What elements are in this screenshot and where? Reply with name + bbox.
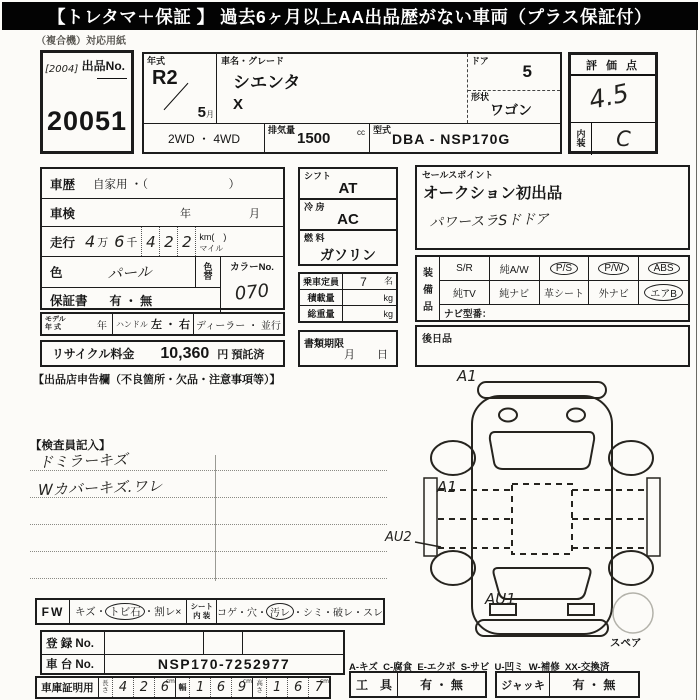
fw-label: FW (37, 600, 70, 623)
gross-unit: kg (383, 309, 393, 319)
fw-options-post: ・割レ× (143, 606, 182, 618)
chassis-number: NSP170-7252977 (157, 656, 291, 672)
model-label-1: モデル (45, 315, 66, 323)
color-value: パール (105, 261, 152, 284)
damage-mark-left2: AU2 (385, 530, 412, 545)
capacity-table (298, 272, 398, 323)
interior-grade: C (616, 127, 631, 151)
color-label: 色 (50, 266, 63, 280)
model-code-label: 型式 (373, 125, 392, 135)
declaration-label: 【出品店申告欄（不良箇所・欠品・注意事項等）】 (33, 374, 281, 386)
month-value: 5 (197, 104, 206, 121)
mileage-unit-mile: マイル (199, 243, 224, 253)
month-unit: 月 (206, 110, 214, 119)
mileage-d2: 2 (160, 227, 178, 256)
seat-interior-label: シート 内 装 (186, 600, 217, 623)
registration-cell-1 (105, 632, 204, 654)
handle-label: ハンドル (115, 319, 148, 329)
length-d3: 6 cm (155, 678, 176, 697)
registration-cell-3 (243, 632, 343, 654)
mileage-sen: 6 (114, 232, 125, 251)
history-label: 車歴 (50, 177, 76, 192)
docs-day: 日 (377, 349, 388, 361)
fuel-label: 燃 料 (304, 233, 325, 243)
shaken-month-unit: 月 (249, 207, 261, 220)
reg-chassis-box (40, 630, 345, 675)
score-value: 4.5 (586, 78, 632, 115)
displacement-cell (265, 124, 370, 153)
equip-aw: 純A/W (499, 265, 529, 276)
recycle-unit: 円 預託済 (217, 348, 265, 361)
mileage-d3: 2 (178, 227, 196, 256)
sales-point-box (415, 165, 690, 250)
shape-value: ワゴン (490, 102, 532, 118)
door-label: ドア (471, 56, 489, 66)
auction-lot-stamp: [2004] (45, 64, 79, 75)
banner-text: 【トレタマ＋保証 】 過去6ヶ月以上AA出品歴がない車両（プラス保証付） (47, 6, 652, 27)
equip-tv: 純TV (453, 289, 476, 300)
payload-unit: kg (383, 293, 393, 303)
capacity-value: 7 (360, 274, 367, 289)
displacement-label: 排気量 (268, 125, 296, 135)
garage-label: 車庫証明用 (37, 678, 99, 697)
color-no-value: 070 (233, 280, 271, 305)
jack-value: 有 ・ 無 (572, 678, 616, 692)
shift-box (298, 167, 398, 200)
model-year-cell (144, 54, 217, 123)
shaken-label: 車検 (50, 206, 76, 221)
equip-abs: ABS (648, 262, 680, 275)
equipment-side-label: 装 備 品 (417, 257, 440, 320)
car-grade: X (233, 96, 244, 113)
fuel-box (298, 229, 398, 266)
chassis-label: 車 台 No. (42, 655, 105, 673)
year-value: R2 (152, 67, 178, 89)
color-row (42, 257, 220, 288)
equip-sr: S/R (456, 263, 473, 274)
car-diagram (385, 367, 700, 657)
warranty-value: 有 ・ 無 (109, 293, 153, 308)
height-d2: 6 (288, 678, 309, 697)
height-d3: 7 cm (314, 678, 330, 695)
equipment-row-1 (440, 257, 688, 281)
equip-pw: P/W (598, 262, 629, 275)
recolor-label: 色 替 (195, 257, 220, 287)
width-label: 幅 (176, 678, 190, 697)
navi-model-label: ナビ型番： (444, 308, 492, 320)
rule-divider (215, 455, 216, 581)
model-label-2: 年 式 (45, 324, 61, 331)
registration-row (42, 632, 343, 655)
jack-box (495, 671, 640, 698)
ac-value: AC (337, 211, 359, 228)
handle-value: 左 ・ 右 (150, 319, 191, 331)
auction-no-box (40, 50, 134, 154)
length-d2: 2 (134, 678, 155, 697)
displacement-unit: cc (357, 128, 365, 137)
damage-mark-front: AU1 (485, 590, 516, 608)
inspector-note-2: Wカバーキズ.ワレ (37, 476, 163, 500)
rule-line (30, 578, 387, 579)
sales-point-note: パワースラSドドア (428, 211, 550, 232)
fw-options-pre: キズ・ (74, 606, 107, 618)
mileage-d1: 4 (142, 227, 160, 256)
fw-option-circled: トビ石 (105, 603, 145, 620)
history-row (42, 169, 283, 199)
fuel-value: ガソリン (320, 246, 376, 263)
fw-condition-row (35, 598, 385, 625)
seat-options-post: ・シミ・破レ・スレ (293, 608, 383, 619)
damage-mark-left: A1 (437, 478, 457, 496)
width-d1: 1 (190, 678, 211, 697)
ac-label: 冷 房 (304, 202, 325, 212)
recycle-label: リサイクル料金 (52, 347, 135, 361)
dealer-value: ディーラー ・ 並行 (196, 320, 281, 332)
score-label: 評 価 点 (571, 55, 655, 76)
later-items-label: 後日品 (422, 334, 452, 345)
tools-box (349, 671, 487, 698)
color-no-cell (220, 257, 283, 312)
length-d1: 4 (113, 678, 134, 697)
scan-edge-line (696, 30, 697, 700)
car-name-cell (217, 54, 468, 123)
width-d3: 9 cm (232, 678, 253, 697)
auction-number: 20051 (46, 106, 128, 136)
top-banner (2, 2, 698, 30)
gross-label: 総重量 (300, 306, 343, 321)
vehicle-header-box (142, 52, 562, 154)
door-shape-cell (468, 54, 560, 123)
equip-leather: 革シート (543, 289, 584, 300)
ac-box (298, 198, 398, 231)
payload-label: 積載量 (300, 290, 343, 305)
chassis-row (42, 655, 343, 673)
auction-no-label: 出品No. (81, 59, 125, 73)
warranty-row (42, 288, 220, 312)
spare-label: スペア (610, 637, 642, 649)
seat-options-pre: コゲ・穴・ (217, 608, 267, 619)
spare-tire-circle (613, 593, 653, 633)
sales-point-label: セールスポイント (422, 170, 494, 180)
interior-label: 内 装 (571, 123, 592, 155)
height-d1: 1 (267, 678, 288, 697)
rule-line (30, 551, 387, 552)
car-name-label: 車名・グレード (221, 56, 285, 66)
length-label: 長 さ (99, 678, 113, 697)
equipment-table (415, 255, 690, 322)
paper-note: （複合機）対応用紙 (36, 36, 126, 47)
registration-label: 登 録 No. (42, 632, 105, 654)
shift-value: AT (338, 180, 358, 197)
equip-navi: 純ナビ (499, 289, 530, 300)
docs-label: 書類期限 (304, 339, 344, 350)
height-label: 高 さ (253, 678, 267, 697)
inspector-note-1: ドミラーキズ (37, 450, 129, 472)
shift-label: シフト (304, 171, 332, 181)
width-d2: 6 (211, 678, 232, 697)
equipment-row-2 (440, 281, 688, 305)
payload-row (300, 290, 396, 306)
door-value: 5 (522, 62, 532, 81)
garage-dimensions-row (35, 676, 331, 699)
mileage-man: 4 (85, 232, 96, 251)
shaken-year-unit: 年 (180, 207, 192, 220)
vehicle-info-table (40, 167, 285, 310)
model-code-cell (370, 124, 560, 153)
color-no-label: カラーNo. (230, 262, 274, 273)
year-label: 年式 (147, 56, 166, 66)
damage-legend: A-キズ C-腐食 E-エクボ S-サビ U-凹ミ W-補修 XX-交換済 (349, 662, 610, 673)
damage-mark-rear: A1 (457, 367, 477, 385)
label-underline (97, 78, 127, 79)
model-code-value: DBA - NSP170G (392, 131, 511, 147)
mileage-label: 走行 (50, 235, 76, 250)
tools-label: 工 具 (351, 673, 398, 696)
docs-deadline-box (298, 330, 398, 367)
shape-label: 形状 (471, 92, 490, 102)
mileage-row: 走行 4 万 6 千 4 2 2 km( ) マイル (42, 227, 283, 257)
drive-type: 2WD ・ 4WD (144, 124, 265, 153)
equip-airbag: エアB (644, 284, 683, 301)
history-value: 自家用 ・（ ） (93, 178, 240, 191)
recycle-value: 10,360 (160, 344, 210, 362)
car-diagram-svg (385, 372, 700, 657)
capacity-row (300, 274, 396, 290)
later-items-box (415, 325, 690, 367)
gross-row (300, 306, 396, 321)
equip-extnavi: 外ナビ (598, 289, 629, 300)
sales-point-headline: オークション初出品 (423, 185, 563, 202)
tools-value: 有 ・ 無 (420, 678, 463, 692)
mileage-unit-km: km( ) (199, 231, 227, 242)
displacement-value: 1500 (297, 130, 331, 147)
inspector-title: 【検査員記入】 (30, 440, 111, 452)
capacity-unit: 名 (383, 276, 393, 286)
equip-ps: P/S (550, 262, 578, 275)
rule-line (30, 524, 387, 525)
inspector-section (30, 437, 390, 587)
shaken-row (42, 199, 283, 227)
car-name: シエンタ (233, 73, 301, 92)
warranty-label: 保証書 (50, 294, 88, 308)
model-handle-row (40, 312, 285, 336)
capacity-label: 乗車定員 (300, 274, 343, 289)
jack-label: ジャッキ (497, 673, 550, 696)
docs-month: 月 (344, 349, 355, 361)
seat-option-circled: 汚レ (266, 603, 294, 620)
recycle-row (40, 340, 285, 367)
registration-cell-2 (204, 632, 243, 654)
model-year-unit: 年 (97, 320, 107, 332)
score-box (568, 52, 658, 154)
